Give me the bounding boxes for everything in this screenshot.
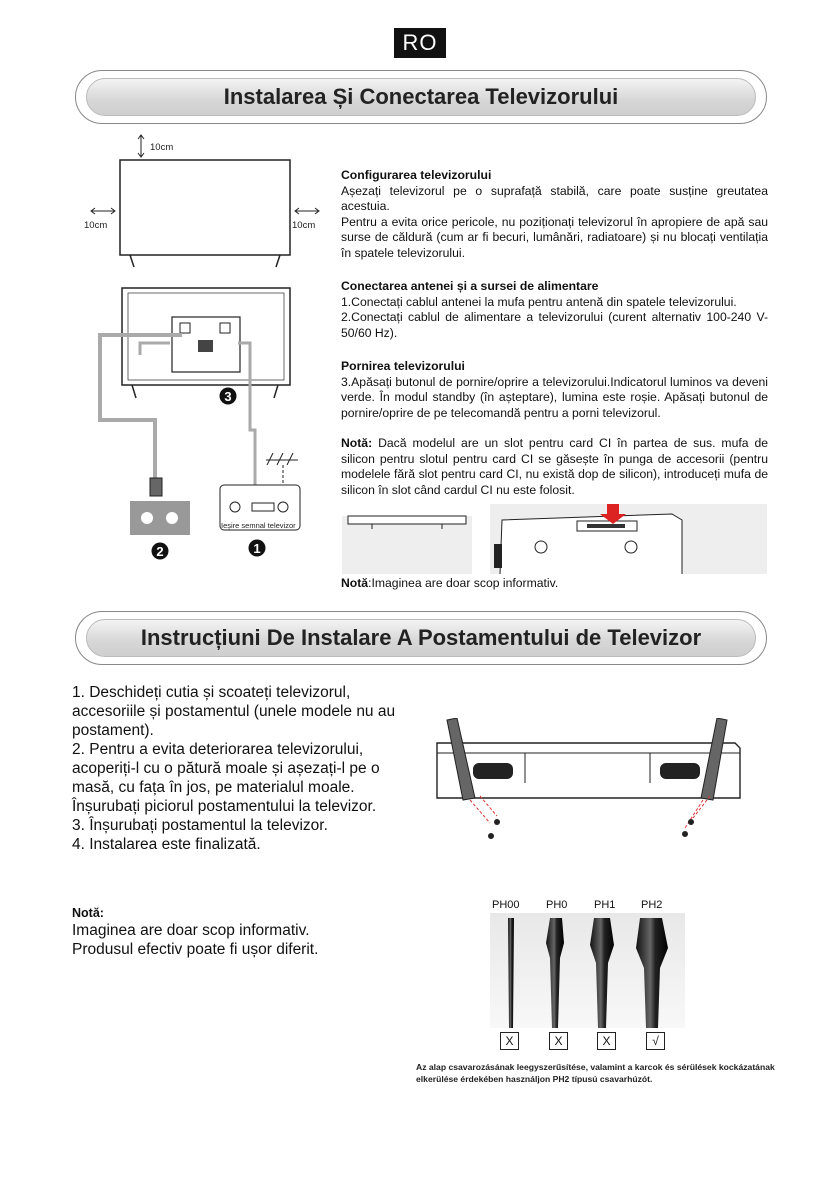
tv-back-port	[198, 340, 213, 352]
connect-step-2: 2.Conectați cablul de alimentare a televizorului (curent alternativ 100-240 V- 50/60 Hz).	[341, 310, 768, 340]
screwdriver-ph00	[508, 918, 514, 1028]
ci-note-label: Notă:	[341, 436, 373, 450]
tv-leg-right	[276, 255, 280, 267]
ci-side-port	[494, 544, 502, 568]
left-clearance-label: 10cm	[84, 220, 108, 231]
step-1-number: 1	[253, 541, 261, 556]
tv-connection-diagram	[70, 285, 320, 570]
step-3-number: 3	[224, 389, 232, 404]
screwdriver-label-ph00: PH00	[492, 899, 520, 911]
config-text-2: Pentru a evita orice pericole, nu poziționați televizorul în apropiere de apă sau surse de căldură (cum ar fi becuri, lumânări, radiatoare) și nu blocați ventilația în spatele televizorului.	[341, 214, 768, 260]
connect-text-block	[341, 279, 768, 341]
tv-leg-left	[130, 255, 134, 267]
ci-note-text: Dacă modelul are un slot pentru card CI în partea de sus. mufa de silicon pentru slotul pentru card CI se găsește în punga de accesorii (pentru modelele fără slot pentru card CI, nu există dop de silicon), introduceți mufa de silicon în slot când cardul CI nu este folosit.	[341, 436, 768, 497]
setup-text-block	[341, 168, 768, 262]
power-plug	[150, 478, 162, 496]
screw-guide-right-1	[685, 800, 703, 828]
screwdriver-photo	[490, 913, 685, 1028]
right-clearance-label: 10cm	[292, 220, 316, 231]
tv-back-leg-left	[132, 385, 136, 398]
screw-left-2-icon	[494, 819, 500, 825]
ci-tv-top-view	[348, 516, 466, 524]
screw-right-1-icon	[682, 831, 688, 837]
mark-ph00: X	[500, 1032, 519, 1050]
power-outlet-hole-right	[166, 512, 178, 524]
section-2-banner	[75, 611, 767, 665]
power-text-block	[341, 359, 768, 421]
section-1-title: Instalarea Și Conectarea Televizorului	[86, 78, 756, 116]
screwdriver-label-ph2: PH2	[641, 899, 663, 911]
hungarian-note: Az alap csavarozásának leegyszerűsítése, valamint a karcok és sérülések kockázatának elkerülése érdekében használjon PH2 típusú csavarhúzót.	[416, 1062, 775, 1084]
antenna-output-label: Ieșire semnal televizor	[221, 521, 296, 530]
stand-step-4: 4. Instalarea este finalizată.	[72, 836, 261, 853]
tv-front-outline	[120, 160, 290, 255]
step-2-number: 2	[156, 544, 164, 559]
stand-step-2: 2. Pentru a evita deteriorarea televizorului, acoperiți-l cu o pătură moale și așezați-l pe o masă, cu fața în jos, pe materialul moale. Înșurubați piciorul postamentului la televizor.	[72, 741, 380, 815]
power-text: 3.Apăsați butonul de pornire/oprire a televizorului.Indicatorul luminos va deveni verde. În modul standby (în așteptare), lumina este roșie. Apăsați butonul de pornire/oprire de pe telecomandă pentru a porni televizorul.	[341, 374, 768, 420]
stand-note-line-2: Produsul efectiv poate fi ușor diferit.	[72, 941, 319, 958]
ci-slot-image-left-bg	[342, 516, 472, 574]
screwdriver-label-ph0: PH0	[546, 899, 568, 911]
language-badge: RO	[394, 28, 446, 58]
speaker-grille-right	[660, 763, 700, 779]
tv-clearance-diagram	[70, 130, 340, 270]
image-note-1	[341, 576, 768, 592]
section-2-title: Instrucțiuni De Instalare A Postamentului de Televizor	[86, 619, 756, 657]
speaker-grille-left	[473, 763, 513, 779]
screw-right-2-icon	[688, 819, 694, 825]
image-note-1-label: Notă	[341, 576, 369, 590]
antenna-connector	[252, 503, 274, 511]
stand-note-label: Notă:	[72, 906, 104, 920]
config-heading: Configurarea televizorului	[341, 168, 492, 182]
section-1-banner	[75, 70, 767, 124]
mark-ph0: X	[549, 1032, 568, 1050]
top-clearance-label: 10cm	[150, 142, 174, 153]
screw-left-1-icon	[488, 833, 494, 839]
stand-step-1: 1. Deschideți cutia și scoateți televizorul, accesoriile și postamentul (unele modele nu au postament).	[72, 684, 396, 739]
screw-guide-left-1	[470, 800, 490, 823]
antenna-icon	[266, 453, 298, 465]
connect-heading: Conectarea antenei și a sursei de alimentare	[341, 279, 599, 293]
stand-note-line-1: Imaginea are doar scop informativ.	[72, 922, 310, 939]
mark-ph1: X	[597, 1032, 616, 1050]
power-outlet	[130, 501, 190, 535]
stand-step-3: 3. Înșurubați postamentul la televizor.	[72, 817, 328, 834]
power-heading: Pornirea televizorului	[341, 359, 465, 373]
ci-slot-diagram	[342, 504, 767, 574]
screw-guide-left-2	[480, 796, 497, 816]
connect-step-1: 1.Conectați cablul antenei la mufa pentru antenă din spatele televizorului.	[341, 294, 737, 309]
stand-steps	[72, 683, 412, 854]
config-text: Așezați televizorul pe o suprafață stabilă, care poate susține greutatea acestuia.	[341, 183, 768, 214]
power-outlet-hole-left	[141, 512, 153, 524]
mark-ph2: √	[646, 1032, 665, 1050]
stand-install-diagram	[435, 718, 755, 843]
tv-back-leg-right	[274, 385, 278, 398]
screwdriver-label-ph1: PH1	[594, 899, 616, 911]
image-note-1-text: :Imaginea are doar scop informativ.	[368, 576, 559, 590]
stand-note-block	[72, 905, 402, 959]
ci-note-block	[341, 436, 768, 498]
